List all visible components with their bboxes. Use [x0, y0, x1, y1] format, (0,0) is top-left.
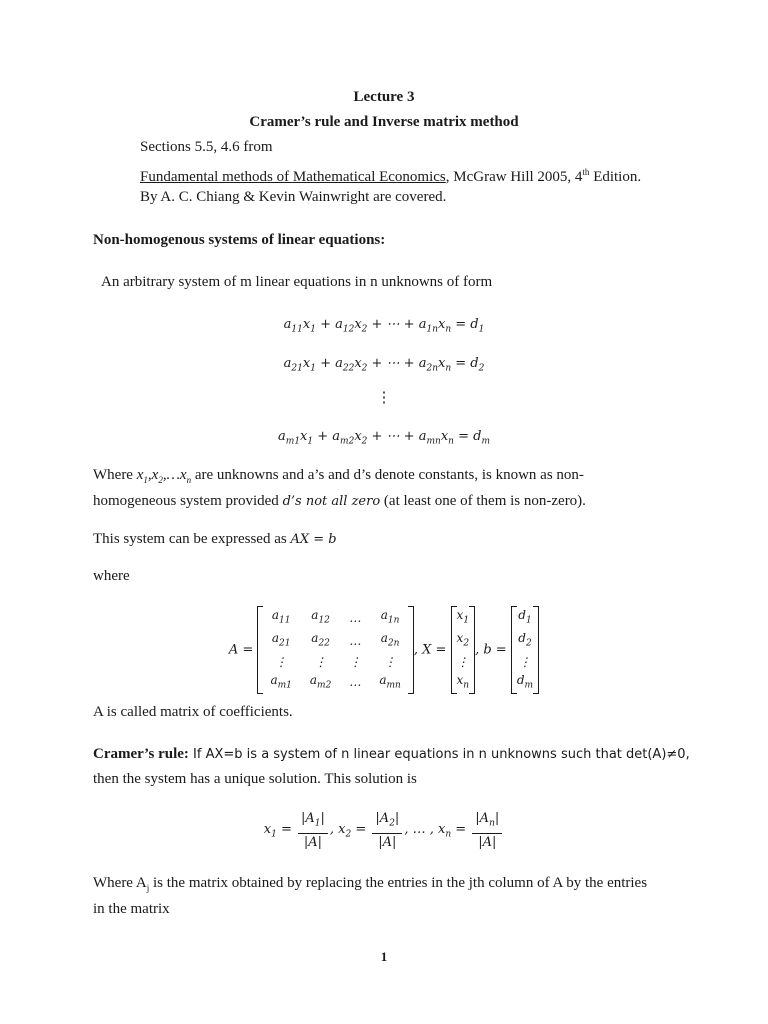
aj-label: Where A: [93, 875, 147, 891]
cramer-rule-statement: [93, 745, 690, 764]
where-description: are unknowns and a’s and d’s denote constants, is known as non-: [191, 467, 584, 483]
book-publisher: , McGraw Hill 2005, 4: [445, 169, 583, 185]
cramer-rule-condition: If AX=b is a system of n linear equations in n unknowns such that det(A)≠0,: [188, 747, 690, 762]
intro-text: An arbitrary system of m linear equations in n unknowns of form: [101, 274, 493, 290]
book-citation: [140, 163, 641, 186]
where-label-2: where: [93, 568, 130, 584]
coefficient-matrix-text: A is called matrix of coefficients.: [93, 704, 293, 720]
matrix-b: $d_1$ $d_2$ ⋮ $d_m$: [511, 606, 539, 694]
matrix-a: $a_{11}$ $a_{12}$ … $a_{1n}$ $a_{21}$ $a_{22}$ … $a_{2n}$ ⋮ ⋮ ⋮ ⋮ $a_{m1}$ $a_{m2}$ … $a_{mn}$: [257, 606, 413, 694]
equation-row-2: $a_{21}x_1 + a_{22}x_2$ + ⋯ + $a_{2n}x_n = d_2$: [283, 356, 485, 374]
lecture-number: Lecture 3: [353, 89, 415, 105]
where-unknowns: [93, 466, 584, 489]
cramer-formula: $x_1$ = $\frac{|A_1|}{|A|}$ , $x_2$ = $\frac{|A_2|}{|A|}$ , … , $x_n$ = $\frac{|A_n|}{|A|}$: [0, 810, 768, 852]
homog-text: homogeneous system provided: [93, 493, 283, 509]
page-title: Cramer’s rule and Inverse matrix method: [249, 114, 519, 130]
aj-definition-continued: in the matrix: [93, 901, 170, 917]
homogeneous-condition: [93, 492, 586, 511]
book-title: Fundamental methods of Mathematical Economics: [140, 169, 446, 185]
homog-note: (at least one of them is non-zero).: [380, 493, 586, 509]
where-label: Where: [93, 467, 137, 483]
matrix-definitions: A = $a_{11}$ $a_{12}$ … $a_{1n}$ $a_{21}$ $a_{22}$ … $a_{2n}$ ⋮ ⋮ ⋮ ⋮ $a_{m1}$ $a_{m2}$ … $a_{mn}$ , X = $x_1$ $x_2$ ⋮ $x_n$ , b = $d_1$ $d_2$ ⋮ $d_m$: [0, 606, 768, 694]
unknown-variables: $x_1,x_2,\dots x_n$: [136, 467, 192, 485]
authors-line: By A. C. Chiang & Kevin Wainwright are covered.: [140, 189, 447, 205]
page-number: 1: [380, 949, 388, 964]
cramer-rule-solution-text: then the system has a unique solution. This solution is: [93, 771, 417, 787]
homog-math: d’s not all zero: [282, 494, 381, 509]
expressed-text: This system can be expressed as: [93, 531, 291, 547]
aj-definition: [93, 874, 647, 897]
equation-row-m: $a_{m1}x_1 + a_{m2}x_2$ + ⋯ + $a_{mn}x_n = d_m$: [278, 429, 490, 447]
section-heading: Non-homogenous systems of linear equations:: [93, 232, 386, 248]
aj-subscript: j: [146, 883, 150, 893]
matrix-x: $x_1$ $x_2$ ⋮ $x_n$: [451, 606, 476, 694]
vertical-dots: ⋮: [376, 390, 392, 406]
equation-row-1: $a_{11}x_1 + a_{12}x_2$ + ⋯ + $a_{1n}x_n = d_1$: [283, 317, 485, 335]
cramer-rule-label: Cramer’s rule:: [93, 746, 189, 762]
edition-superscript: th: [582, 167, 590, 177]
aj-description: is the matrix obtained by replacing the entries in the jth column of A by the entries: [149, 875, 648, 891]
sections-line: Sections 5.5, 4.6 from: [140, 139, 273, 155]
book-edition: Edition.: [589, 169, 642, 185]
system-expression: [93, 530, 337, 549]
expressed-math: AX = b: [290, 532, 337, 547]
